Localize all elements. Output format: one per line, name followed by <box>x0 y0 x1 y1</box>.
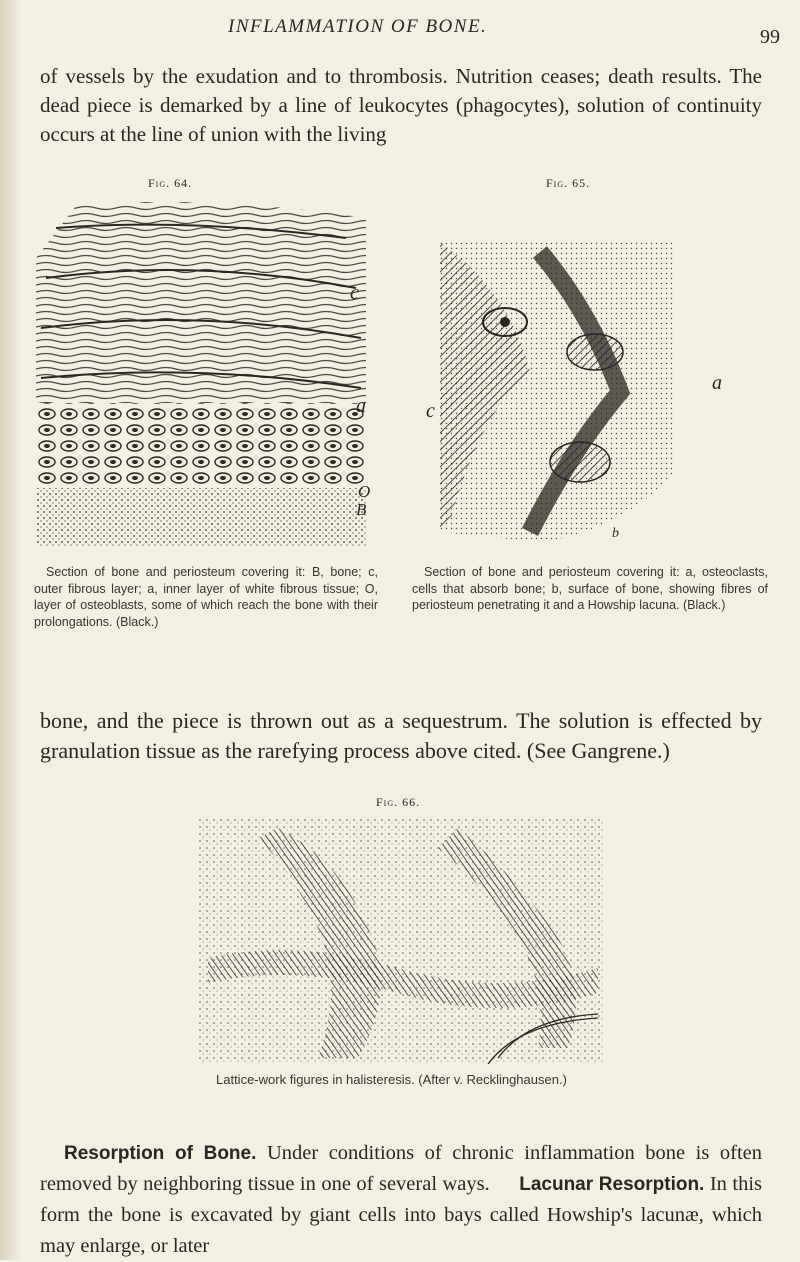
section-subheading: Lacunar Resorption. <box>519 1174 705 1195</box>
page-edge-shadow <box>0 0 22 1260</box>
running-title: INFLAMMATION OF BONE. <box>228 16 488 37</box>
fig64-mark-o: O <box>358 482 371 501</box>
page-number: 99 <box>760 26 780 48</box>
fig64-caption: Section of bone and periosteum covering it: B, bone; c, outer fibrous layer; a, inner layer of white fibrous tissue; O, layer of osteoblasts, some of which reach the bone with their prolongations. (Black.) <box>34 565 378 629</box>
paragraph-middle: bone, and the piece is thrown out as a sequestrum. The solution is effected by granulation tissue as the rarefying process above cited. (See Gangrene.) <box>40 708 762 763</box>
section-text-1: Under conditions of chronic inflammation bone is often removed by neighboring tissue in one of several ways. <box>40 1142 763 1195</box>
fig64-mark-c: c <box>350 282 359 304</box>
fig66-illustration <box>198 818 608 1064</box>
fig64-mark-b: B <box>356 500 367 519</box>
fig65-mark-a: a <box>712 372 722 394</box>
fig65-illustration <box>420 232 690 552</box>
fig64-illustration <box>36 198 376 550</box>
section-text-2: In this form the bone is excavated by giant cells into bays called Howship's lacunæ, which may enlarge, or later <box>40 1173 763 1257</box>
fig65-mark-b: b <box>612 526 619 541</box>
fig65-mark-c: c <box>426 400 435 422</box>
fig65-label: Fig. 65. <box>546 176 591 190</box>
section-heading: Resorption of Bone. <box>64 1143 257 1164</box>
fig65-caption: Section of bone and periosteum covering it: a, osteoclasts, cells that absorb bone; b, surface of bone, showing fibres of periosteum penetrating it and a Howship lacuna. (Black.) <box>412 565 768 612</box>
running-head <box>0 8 800 48</box>
fig66-label: Fig. 66. <box>376 795 421 809</box>
section-resorption <box>40 1138 762 1262</box>
fig64-label: Fig. 64. <box>148 176 193 190</box>
fig66-caption: Lattice-work figures in halisteresis. (After v. Recklinghausen.) <box>216 1072 567 1087</box>
fig64-mark-a: a <box>356 395 366 417</box>
paragraph-top: of vessels by the exudation and to thrombosis. Nutrition ceases; death results. The dead piece is demarked by a line of leukocytes (phagocytes), solution of continuity occurs at the line of union with the living <box>40 64 762 146</box>
